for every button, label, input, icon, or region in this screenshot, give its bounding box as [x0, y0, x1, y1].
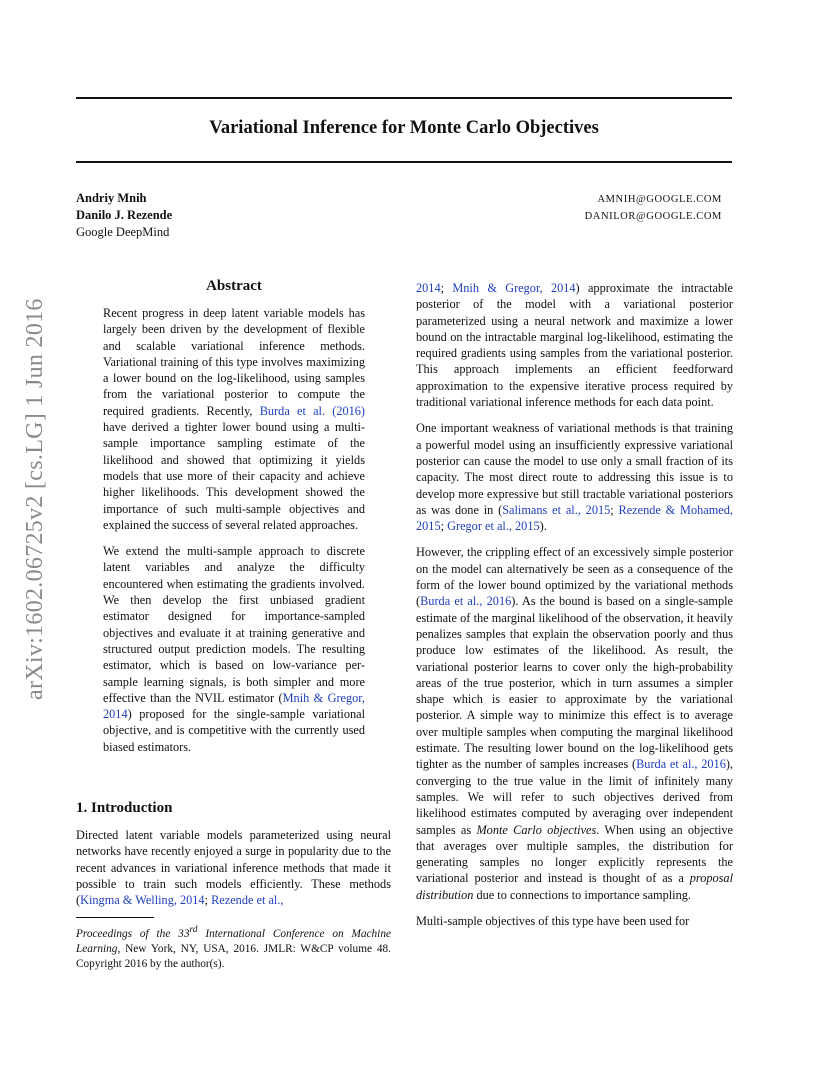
text-run: have derived a tighter lower bound using a multi-sample importance sampling estimate of the likelihood and showed that optimizing it yields models that use more of their capacity and achieve higher likelihoods. This development showed the importance of such multi-sample objectives and explained the success of several related approaches.	[103, 420, 365, 532]
text-run: However, the crippling effect of an excessively simple posterior on the model can alternatively be seen as a consequence of the form of the lower bound optimized by the variational methods (	[416, 545, 733, 609]
citation-link[interactable]: 2014	[416, 281, 441, 295]
paper-title: Variational Inference for Monte Carlo Objectives	[209, 118, 599, 138]
citation-link[interactable]: Mnih & Gregor, 2014	[452, 281, 576, 295]
text-run: , New York, NY, USA, 2016. JMLR: W&CP volume 48. Copyright 2016 by the author(s).	[76, 942, 391, 970]
citation-link[interactable]: Rezende & Mohamed, 2015	[416, 502, 733, 534]
email-block	[585, 191, 722, 225]
author-name: Danilo J. Rezende	[76, 208, 173, 222]
text-run: One important weakness of variational methods is that training a powerful model using an insufficiently expressive variational posterior can cause the model to use only a small fraction of its capacity. The most direct route to addressing this issue is to develop more expressive but still tractable variational posteriors as was done in (	[416, 421, 733, 517]
arxiv-identifier: arXiv:1602.06725v2 [cs.LG] 1 Jun 2016	[22, 298, 48, 700]
author-email[interactable]: DANILOR@GOOGLE.COM	[584, 211, 722, 222]
emphasis: Monte Carlo objectives	[476, 822, 597, 837]
citation-link[interactable]: Salimans et al., 2015	[502, 502, 611, 517]
emphasis: proposal distribution	[416, 871, 733, 902]
author-block	[76, 190, 172, 241]
abstract-paragraph	[103, 543, 365, 755]
abstract-heading: Abstract	[206, 278, 262, 294]
text-run: We extend the multi-sample approach to discrete latent variables and analyze the difficulty encountered when estimating the gradients involved. We then develop the first unbiased gradient estimator designed for importance-sampled objectives and evaluate it at training generative and structured output prediction models. The resulting estimator, which is based on low-variance per-sample learning signals, is both simpler and more effective than the NVIL estimator (	[103, 544, 365, 705]
text-run: Multi-sample objectives of this type have been used for	[416, 913, 690, 928]
footnote-rule	[76, 917, 154, 918]
text-run: Proceedings of the 33	[76, 927, 190, 940]
text-run: ), converging to the true value in the limit of infinitely many samples. We will refer to such objectives derived from likelihood estimates computed by averaging over independent samples as	[416, 757, 734, 837]
affiliation: Google DeepMind	[76, 225, 170, 239]
text-run: ;	[204, 893, 212, 908]
text-run: ) approximate the intractable posterior of the model with a variational posterior parameterized using a neural network and maximize a lower bound on the intractable marginal log-likelihood, estimating the required gradients using samples from the variational posterior. This approach implements an efficient feedforward approximation to the expensive iterative process required by traditional variational inference methods for each data point.	[416, 281, 733, 410]
intro-paragraph	[76, 827, 391, 908]
text-run: . When using an objective that averages over multiple samples, the distribution for generating samples no longer explicitly represents the variational posterior and instead is thought of as a	[416, 822, 733, 886]
text-run: rd	[189, 925, 198, 935]
text-run: Recent progress in deep latent variable models has largely been driven by the development of flexible and scalable variational inference methods. Variational training of this type involves maximizing a lower bound on the log-likelihood, using samples from the variational posterior to compute the required gradients. Recently,	[103, 306, 365, 418]
section-heading: 1. Introduction	[76, 800, 173, 816]
text-run: ;	[440, 281, 453, 295]
intro-body	[76, 827, 391, 908]
body-paragraph	[416, 420, 733, 534]
text-run: ;	[440, 519, 448, 534]
citation-link[interactable]: Gregor et al., 2015	[447, 519, 540, 534]
text-run: ) proposed for the single-sample variational objective, and is competitive with the currently used biased estimators.	[103, 707, 365, 754]
text-run: ;	[610, 502, 619, 517]
text-run: International Conference on Machine Learning	[76, 927, 391, 955]
citation-link[interactable]: Mnih & Gregor, 2014	[103, 690, 365, 722]
citation-link[interactable]: Kingma & Welling, 2014	[80, 893, 205, 908]
title-bottom-rule	[76, 161, 732, 163]
abstract-body	[103, 305, 365, 765]
text-run: Directed latent variable models parameterized using neural networks have recently enjoyed a surge in popularity due to the recent advances in variational inference methods that made it possible to train such models efficiently. These methods (	[76, 828, 391, 908]
author-name: Andriy Mnih	[76, 191, 147, 205]
citation-link[interactable]: Burda et al., 2016	[420, 594, 512, 609]
citation-link[interactable]: Burda et al. (2016)	[259, 403, 366, 418]
body-paragraph	[416, 280, 733, 410]
citation-link[interactable]: Rezende et al.,	[211, 893, 284, 908]
text-run: ).	[539, 519, 547, 534]
body-paragraph	[416, 913, 733, 929]
citation-link[interactable]: Burda et al., 2016	[636, 757, 726, 772]
body-paragraph	[416, 544, 733, 903]
top-rule	[76, 97, 732, 99]
right-column	[416, 280, 733, 939]
text-run: ). As the bound is based on a single-sample estimate of the marginal likelihood of the observation, it heavily penalizes samples that explain the observation poorly and thus produce low estimates of the likelihood. As result, the variational posterior learns to cover only the high-probability areas of the true posterior, which in turn assumes a simpler shape which is easier to approximate by the variational posterior. A simple way to minimize this effect is to average over multiple samples when computing the marginal likelihood estimate. The resulting lower bound on the log-likelihood gets tighter as the number of samples increases (	[416, 594, 733, 772]
text-run: due to connections to importance sampling.	[473, 887, 691, 902]
abstract-paragraph	[103, 305, 365, 533]
footnote	[76, 923, 391, 972]
author-email[interactable]: AMNIH@GOOGLE.COM	[597, 194, 722, 205]
